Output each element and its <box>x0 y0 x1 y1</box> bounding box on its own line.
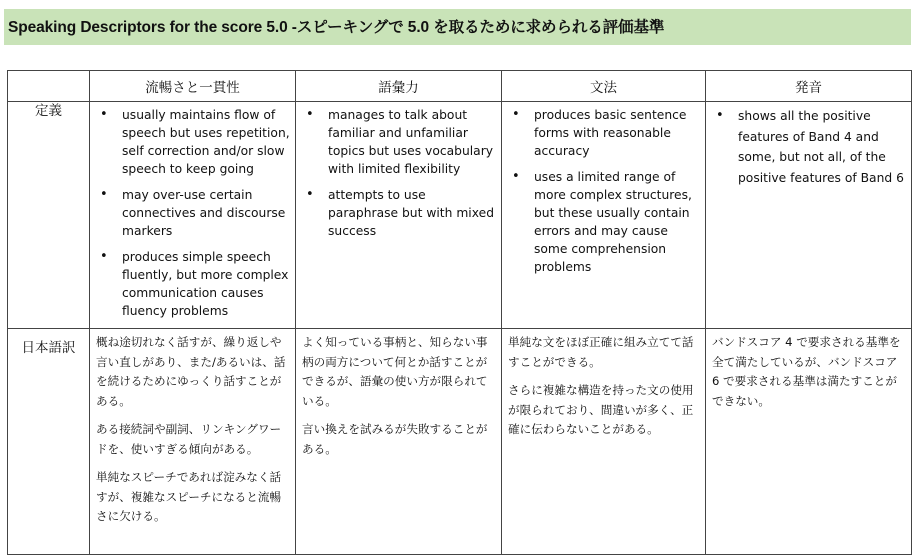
bullet-item: • produces basic sentence forms with reasonable accuracy <box>508 106 701 160</box>
header-fluency: 流暢さと一貫性 <box>90 71 296 102</box>
translation-paragraph: 単純なスピーチであれば淀みなく話すが、複雑なスピーチになると流暢さに欠ける。 <box>96 470 282 523</box>
definition-cell-vocabulary <box>296 102 502 329</box>
header-pronunciation: 発音 <box>706 71 912 102</box>
translation-paragraph: さらに複雑な構造を持った文の使用が限られており、間違いが多く、正確に伝わらないことがある。 <box>508 383 694 436</box>
title-banner <box>4 9 911 45</box>
translation-paragraph: ある接続詞や副詞、リンキングワードを、使いすぎる傾向がある。 <box>96 422 282 456</box>
translation-paragraph: 概ね途切れなく話すが、繰り返しや言い直しがあり、また/あるいは、話を続けるためにゆっくり話すことがある。 <box>96 335 286 408</box>
translation-cell-fluency <box>90 329 296 555</box>
translation-paragraph: 単純な文をほぼ正確に組み立てて話すことができる。 <box>508 335 694 369</box>
definition-cell-fluency <box>90 102 296 329</box>
translation-row <box>8 329 912 555</box>
translation-cell-pronunciation <box>706 329 912 555</box>
translation-paragraph: 言い換えを試みるが失敗することがある。 <box>302 422 488 456</box>
header-corner <box>8 71 90 102</box>
row-label-translation: 日本語訳 <box>8 329 90 555</box>
descriptor-table <box>7 70 912 555</box>
bullet-item: • usually maintains flow of speech but uses repetition, self correction and/or slow speech to keep going <box>96 106 291 178</box>
header-grammar: 文法 <box>502 71 706 102</box>
header-vocabulary: 語彙力 <box>296 71 502 102</box>
row-label-definition: 定義 <box>8 102 90 329</box>
translation-cell-vocabulary <box>296 329 502 555</box>
page-title: Speaking Descriptors for the score 5.0 -スピーキングで 5.0 を取るために求められる評価基準 <box>8 19 665 36</box>
translation-cell-grammar <box>502 329 706 555</box>
translation-paragraph: よく知っている事柄と、知らない事柄の両方について何とか話すことができるが、語彙の使い方が限られている。 <box>302 335 488 408</box>
bullet-item: • attempts to use paraphrase but with mixed success <box>302 186 497 240</box>
bullet-item: • may over-use certain connectives and discourse markers <box>96 186 291 240</box>
bullet-item: • produces simple speech fluently, but more complex communication causes fluency problems <box>96 248 291 320</box>
bullet-item: • manages to talk about familiar and unfamiliar topics but uses vocabulary with limited flexibility <box>302 106 497 178</box>
translation-paragraph: バンドスコア 4 で要求される基準を全て満たしているが、バンドスコア 6 で要求される基準は満たすことができない。 <box>712 335 901 408</box>
definition-row <box>8 102 912 329</box>
definition-cell-pronunciation <box>706 102 912 329</box>
bullet-item: • shows all the positive features of Band 4 and some, but not all, of the positive features of Band 6 <box>712 106 907 188</box>
bullet-item: • uses a limited range of more complex structures, but these usually contain errors and may cause some comprehension problems <box>508 168 701 276</box>
header-row <box>8 71 912 102</box>
definition-cell-grammar <box>502 102 706 329</box>
